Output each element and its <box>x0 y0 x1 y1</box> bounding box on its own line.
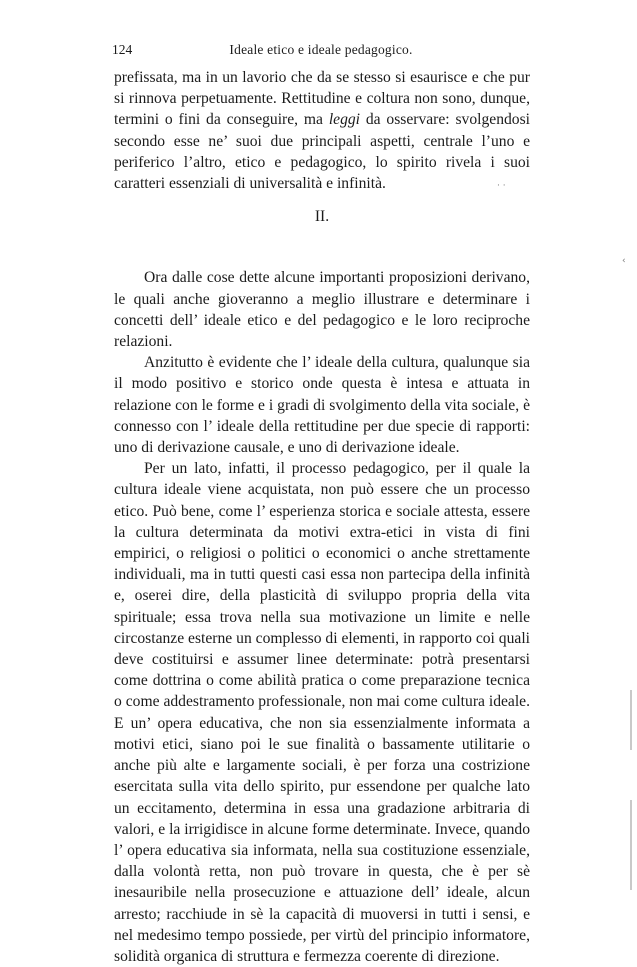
text-run: da osservare: svolgendosi secondo esse ne’ suoi due principali aspetti, centrale l’uno e periferico l’altro, etico e pedagogico, lo spirito rivela i suoi caratteri essenziali di universalità e infinità. <box>114 111 530 193</box>
body-text <box>114 67 530 967</box>
scan-edge-line <box>630 800 632 890</box>
paragraph-continued <box>114 67 530 194</box>
paragraph-2: Anzitutto è evidente che l’ ideale della cultura, qualunque sia il modo positivo e storico onde questa è intesa e attuata in relazione con le forme e i gradi di svolgimento della vita sociale, è connesso con l’ ideale della rettitudine per due specie di rapporti: uno di derivazione causale, e uno di derivazione ideale. <box>114 354 530 457</box>
page-number: 124 <box>112 42 133 57</box>
emphasis-leggi: leggi <box>328 111 360 129</box>
spacer <box>114 246 530 267</box>
section-heading: II. <box>314 208 330 226</box>
scan-speck: · · <box>497 181 506 191</box>
scan-edge-line <box>630 690 632 750</box>
scan-speck: ‹ <box>622 256 626 266</box>
paragraph-3: Per un lato, infatti, il processo pedagogico, per il quale la cultura ideale viene acquistata, non può essere che un processo etico. Può bene, come l’ esperienza storica e sociale attesta, essere la cultura determinata da motivi extra-etici in vista di fini empirici, o religiosi o politici o economici o anche strettamente individuali, ma in tutti questi casi essa non partecipa della infinità e, oserei dire, della plasticità di sviluppo propria della vita spirituale; essa trova nella sua motivazione un limite e nelle circostanze esterne un complesso di elementi, in rapporto coi quali deve costituirsi e assumer linee determinate: potrà presentarsi come dottrina o come abilità pratica o come preparazione tecnica o come addestramento professionale, non mai come cultura ideale. E un’ opera educativa, che non sia essenzialmente informata a motivi etici, siano poi le sue finalità o bassamente utilitarie o anche più alte e largamente sociali, è per forza una costrizione esercitata sulla vita dello spirito, pur essendone per qualche lato un eccitamento, determina in essa una gradazione arbitraria di valori, e la irrigidisce in alcune forme determinate. Invece, quando l’ opera educativa sia informata, nella sua costituzione essenziale, dalla volontà retta, non può trovare in questa, che è per sè inesauribile nella prosecuzione e attuazione dell’ ideale, alcun arresto; racchiude in sè la capacità di muoversi in tutti i sensi, e nel medesimo tempo possiede, per virtù del principio informatore, solidità organica di struttura e fermezza coerente di direzione. <box>114 460 530 965</box>
running-head <box>112 39 530 61</box>
paragraph-1: Ora dalle cose dette alcune importanti proposizioni derivano, le quali anche gioveranno a meglio illustrare e determinare i concetti dell’ ideale etico e del pedagogico e le loro reciproche relazioni. <box>114 269 530 351</box>
text-run: prefissata, ma in un lavorio che da se stesso si esaurisce e che pur si rinnova perpetuamente. Rettitudine e coltura non sono, dunque, termini o fini da conseguire, ma <box>114 69 530 129</box>
running-title: Ideale etico e ideale pedagogico. <box>229 42 413 57</box>
